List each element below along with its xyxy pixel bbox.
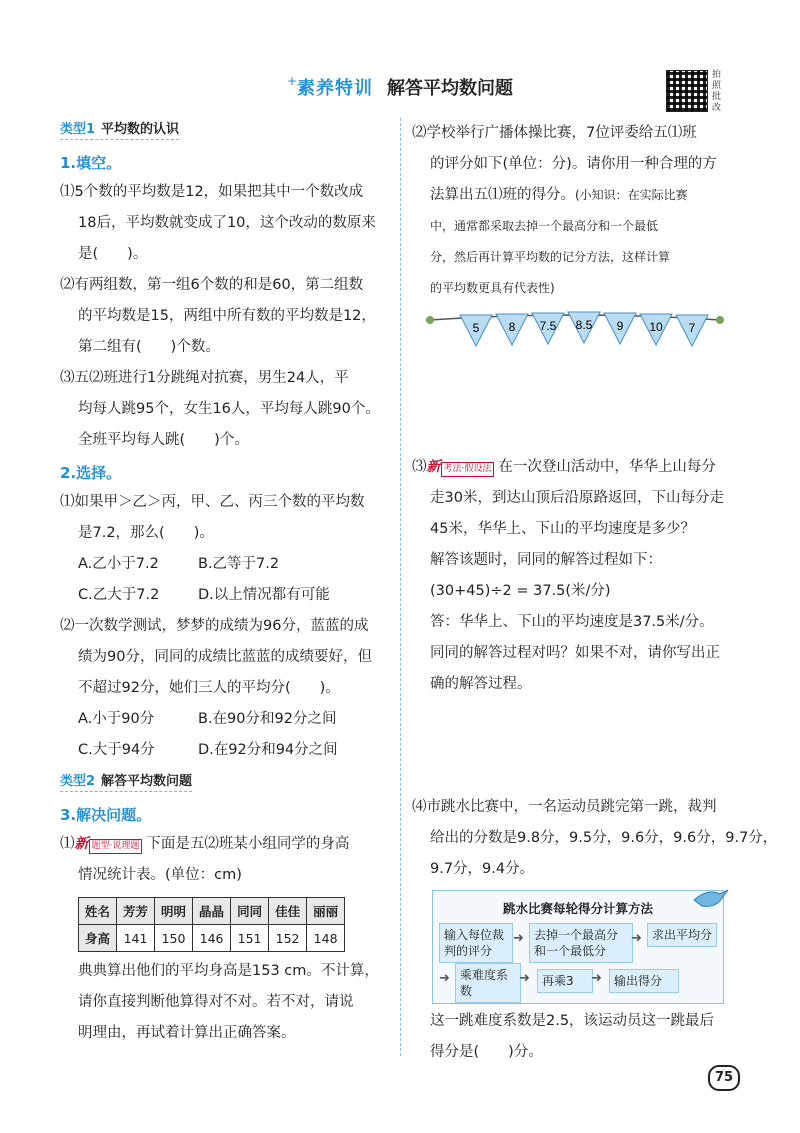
table-cell: 152 [269,925,307,952]
r-p2-line1: ⑵学校举行广播体操比赛，7位评委给五⑴班 [412,125,697,141]
type1-tag: 类型1 [60,122,96,137]
r-q4-block [412,792,778,885]
q2-p2-line2: 绩为90分，同同的成绩比蓝蓝的成绩要好，但 [78,649,372,665]
table-row [79,925,345,952]
arrow-right-icon: ➜ [591,971,602,986]
q2-p1-option-c[interactable]: C.乙大于7.2 [78,587,160,603]
q2-p1-line1: ⑴如果甲＞乙＞丙，甲、乙、丙三个数的平均数 [60,494,365,510]
r-p3-line7: 同同的解答过程对吗？如果不对，请你写出正 [430,645,720,661]
flag [640,314,672,345]
q1-p1-line3: 是( )。 [78,246,148,262]
q2-p1-options-row2 [60,580,395,611]
table-cell: 芳芳 [117,898,155,925]
bird-icon [690,878,730,918]
flow-step-2: 去掉一个最高分和一个最低分 [529,923,633,963]
q3-p1-after2: 请你直接判断他算得对不对。若不对，请说 [78,994,354,1010]
q2-p1-option-a[interactable]: A.乙小于7.2 [78,556,159,572]
flag [496,314,528,345]
q1-p2-line1: ⑵有两组数，第一组6个数的和是60，第二组数 [60,277,364,293]
q1-p3-line3: 全班平均每人跳( )个。 [78,432,249,448]
q2-p1-option-b[interactable]: B.乙等于7.2 [198,556,280,572]
flag-score-2: 8 [508,320,516,334]
q1-p1-line1: ⑴5个数的平均数是12，如果把其中一个数改成 [60,184,364,200]
q3-heading: 3.解决问题。 [60,806,152,824]
table-row [79,898,345,925]
qr-code-icon[interactable] [666,70,708,112]
r-p3-line5: (30+45)÷2 = 37.5(米/分) [430,583,611,599]
q2-p2-option-a[interactable]: A.小于90分 [78,711,155,727]
table-cell: 148 [307,925,345,952]
r-p3-line6: 答：华华上、下山的平均速度是37.5米/分。 [430,614,714,630]
right-column [412,118,742,304]
r-p2-note3: 分，然后再计算平均数的记分方法，这样计算 [430,250,671,264]
q3-p1-line2: 情况统计表。(单位：cm) [78,867,242,883]
table-cell: 同同 [231,898,269,925]
flow-step-6: 输出得分 [609,969,679,993]
arrow-right-icon: ➜ [519,971,530,986]
type2-tag: 类型2 [60,774,96,789]
arrow-right-icon: ➜ [631,931,642,946]
q3-p1-text1: 下面是五⑵班某小组同学的身高 [146,836,350,852]
table-cell: 明明 [155,898,193,925]
r-p4-after1: 这一跳难度系数是2.5，该运动员这一跳最后 [430,1013,715,1029]
flag [568,312,600,343]
column-divider [400,118,401,1056]
left-column [60,118,395,1049]
flag-score-7: 7 [688,321,696,335]
q2-p1-options-row1 [60,549,395,580]
flag-score-1: 5 [472,321,480,335]
r-p2-text3: 法算出五⑴班的得分。 [430,187,575,203]
r-p3-line8: 确的解答过程。 [430,676,532,692]
table-cell: 150 [155,925,193,952]
title-sub: 解答平均数问题 [387,78,514,99]
r-q3-block [412,452,742,700]
flag [460,315,492,346]
r-p4-line2: 给出的分数是9.8分，9.5分，9.6分，9.6分，9.7分， [430,830,778,846]
q1-p2-line3: 第二组有( )个数。 [78,339,220,355]
r-p3-line4: 解答该题时，同同的解答过程如下： [430,552,662,568]
q2-p2-options-row1 [60,704,395,735]
r-p3-line1 [412,452,742,483]
r-p3-text1: 在一次登山活动中，华华上山每分 [498,459,716,475]
r-p4-line1: ⑷市跳水比赛中，一名运动员跳完第一跳，裁判 [412,799,717,815]
r-p2-note4: 的平均数更具有代表性) [430,281,555,295]
q2-p2-option-c[interactable]: C.大于94分 [78,742,155,758]
q2-p2-option-b[interactable]: B.在90分和92分之间 [198,711,337,727]
r-p2-note1: (小知识：在实际比赛 [575,188,688,202]
q2-heading: 2.选择。 [60,464,122,482]
new-tag: 新 [74,836,89,852]
q2-p2-options-row2 [60,735,395,766]
arrow-right-icon: ➜ [513,931,524,946]
q2-p2-line3: 不超过92分，她们三人的平均分( )。 [78,680,340,696]
flow-step-4: 乘难度系数 [455,963,521,1003]
table-cell: 141 [117,925,155,952]
table-cell: 丽丽 [307,898,345,925]
plus-icon: + [286,74,298,88]
r-p3-number: ⑶ [412,459,427,475]
r-p3-line2: 走30米，到达山顶后沿原路返回，下山每分走 [430,490,724,506]
type1-name: 平均数的认识 [101,122,180,137]
type2-heading [60,770,192,792]
q1-p2-line2: 的平均数是15，两组中所有数的平均数是12， [78,308,376,324]
q1-p3-line2: 均每人跳95个，女生16人，平均每人跳90个。 [78,401,380,417]
flag-score-6: 10 [649,320,663,334]
qr-label: 拍照批改 [712,70,722,113]
q2-p1-line2: 是7.2，那么( )。 [78,525,214,541]
r-p3-line3: 45米，华华上、下山的平均速度是多少？ [430,521,695,537]
r-q4-after [412,1006,742,1068]
r-p3-subtag: 考法·假设法 [441,462,495,477]
table-cell: 姓名 [79,898,117,925]
q2-p1-option-d[interactable]: D.以上情况都有可能 [198,587,330,603]
type1-heading [60,118,179,140]
q1-p3-line1: ⑶五⑵班进行1分跳绳对抗赛，男生24人，平 [60,370,349,386]
r-p2-note2: 中，通常都采取去掉一个最高分和一个最低 [430,219,659,233]
title-main: 素养特训 [297,78,374,99]
q1-p1-line2: 18后，平均数就变成了10，这个改动的数原来 [78,215,376,231]
arrow-right-icon: ➜ [439,971,450,986]
r-p2-line2: 的评分如下(单位：分)。请你用一种合理的方 [430,156,717,172]
flag-score-5: 9 [616,319,624,333]
height-table [78,897,345,952]
q3-p1-after3: 明理由，再试着计算出正确答案。 [78,1025,296,1041]
flag [604,313,636,344]
r-p4-line3: 9.7分，9.4分。 [430,861,535,877]
q3-p1-subtag: 题型·说理题 [89,839,143,854]
table-cell: 146 [193,925,231,952]
flag-score-3: 7.5 [539,319,557,333]
table-cell: 晶晶 [193,898,231,925]
flag-score-4: 8.5 [575,318,593,332]
q3-p1-line1 [60,829,395,860]
flow-step-5: 再乘3 [537,969,593,993]
score-flags [420,298,730,358]
flow-step-3: 求出平均分 [647,923,717,947]
new-tag: 新 [426,459,441,475]
scoring-flowchart [432,890,724,1004]
q1-heading: 1.填空。 [60,154,122,172]
page-number: 75 [708,1065,740,1091]
q3-p1-after1: 典典算出他们的平均身高是153 cm。不计算， [78,963,379,979]
flow-title: 跳水比赛每轮得分计算方法 [502,901,653,916]
q3-p1-number: ⑴ [60,836,75,852]
table-cell: 151 [231,925,269,952]
flow-step-1: 输入每位裁判的评分 [439,923,513,963]
r-p2-line3 [412,180,742,211]
flag [532,313,564,344]
type2-name: 解答平均数问题 [101,774,193,789]
flag [676,315,708,346]
q2-p2-line1: ⑵一次数学测试，梦梦的成绩为96分，蓝蓝的成 [60,618,369,634]
table-cell: 身高 [79,925,117,952]
q2-p2-option-d[interactable]: D.在92分和94分之间 [198,742,338,758]
table-cell: 佳佳 [269,898,307,925]
r-p4-after2: 得分是( )分。 [430,1044,543,1060]
